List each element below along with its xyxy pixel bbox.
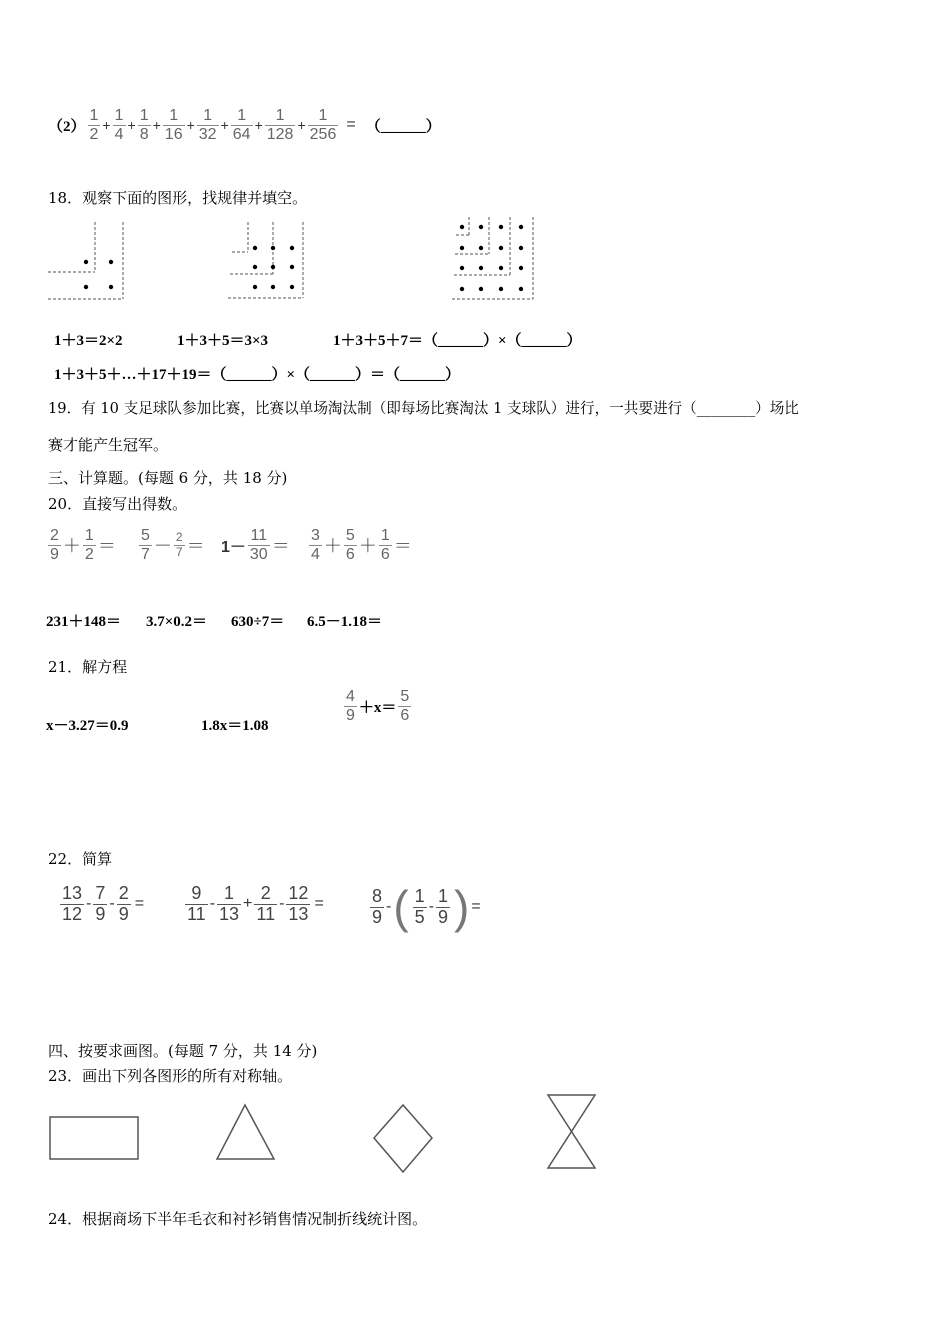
fraction: $\frac{1}{6}$: [380, 527, 390, 563]
numerator: 1: [237, 106, 247, 124]
denominator: 128: [266, 125, 294, 143]
plus-sign: ＋: [358, 536, 377, 557]
equals-sign: =: [134, 895, 145, 913]
rhombus-shape: [374, 1105, 432, 1172]
fraction: $\frac{5}{6}$: [400, 688, 410, 724]
shapes-row: [0, 1090, 950, 1180]
dot-pattern-figure-1: [48, 222, 128, 302]
numerator: 1: [275, 106, 285, 124]
q17-answer-blank: （______）: [365, 118, 441, 135]
q18-equation-4: 1＋3＋5＋…＋17＋19＝（______）×（______）＝（______）: [54, 367, 461, 383]
q20-expr-d: [307, 527, 412, 563]
q22-expr-2: [183, 884, 324, 925]
q18-equation-2: 1＋3＋5＝3×3: [177, 333, 269, 349]
fraction: [197, 107, 219, 143]
numerator: 1: [318, 106, 328, 124]
q18-equation-3: 1＋3＋5＋7＝（______）×（______）: [333, 333, 582, 349]
rectangle-shape: [50, 1117, 138, 1159]
section-3-title: 三、计算题。(每题 6 分，共 18 分): [48, 469, 288, 487]
minus-sign: －: [153, 536, 172, 557]
fraction: $\frac{7}{9}$: [95, 883, 106, 924]
left-paren: (: [393, 881, 409, 933]
equals-sign: ＝: [393, 536, 412, 557]
plus-sign: +: [102, 117, 111, 133]
fraction: $\frac{2}{9}$: [50, 527, 59, 563]
q20-calc-1: 231＋148＝: [46, 614, 122, 630]
plus-sign: +: [152, 117, 161, 133]
fraction: $\frac{2}{9}$: [118, 883, 129, 924]
fraction: $\frac{9}{11}$: [187, 883, 206, 924]
dot-pattern-figure-2: [228, 222, 308, 302]
plus-x-equals: ＋x＝: [358, 699, 397, 716]
plus-sign: ＋: [62, 536, 81, 557]
equals-sign: ＝: [271, 536, 290, 557]
equals-sign: ＝: [186, 536, 205, 557]
dot: [84, 260, 88, 264]
dot-pattern-figure-3: [452, 217, 537, 302]
minus-sign: -: [428, 898, 435, 915]
q20-calc-3: 630÷7＝: [231, 614, 285, 630]
fraction: $\frac{1}{2}$: [84, 527, 94, 563]
fraction: $\frac{4}{9}$: [346, 688, 355, 724]
q21-equation-2: 1.8x＝1.08: [201, 718, 269, 734]
fraction: $\frac{13}{12}$: [62, 883, 83, 924]
numerator: 1: [89, 106, 99, 124]
plus-sign: +: [186, 117, 195, 133]
fraction: [113, 107, 126, 143]
denominator: 256: [309, 125, 337, 143]
plus-sign: +: [243, 895, 253, 913]
denominator: 8: [139, 125, 149, 143]
plus-sign: ＋: [323, 536, 342, 557]
minus-sign: -: [86, 895, 92, 913]
triangle-shape: [217, 1105, 274, 1159]
dot: [109, 260, 113, 264]
denominator: 2: [89, 125, 99, 143]
dot: [84, 285, 88, 289]
numerator: 1: [139, 106, 149, 124]
fraction: $\frac{1}{13}$: [219, 883, 240, 924]
fraction: $\frac{2}{11}$: [256, 883, 276, 924]
minus-sign: -: [109, 895, 115, 913]
fraction: $\frac{3}{4}$: [311, 527, 320, 563]
denominator: 16: [164, 125, 183, 143]
fraction: $\frac{8}{9}$: [372, 885, 383, 927]
fraction: [265, 107, 296, 143]
q18-equation-1: 1＋3＝2×2: [54, 333, 123, 349]
q21-equation-3: [342, 688, 413, 724]
numerator: 1: [203, 106, 213, 124]
q17-fraction-sum: [86, 107, 341, 143]
q20-title: 20．直接写出得数。: [48, 495, 188, 513]
q22-expr-3: [368, 880, 481, 934]
q20-calc-4: 6.5－1.18＝: [307, 614, 383, 630]
fraction: $\frac{1}{5}$: [414, 885, 425, 927]
minus-sign: -: [279, 895, 285, 913]
hourglass-shape: [548, 1095, 595, 1168]
fraction: $\frac{5}{7}$: [141, 527, 150, 563]
right-paren: ): [454, 881, 470, 933]
one-minus: 1－: [221, 538, 246, 556]
q18-title: 18．观察下面的图形，找规律并填空。: [48, 189, 308, 207]
equals-sign: =: [314, 895, 324, 913]
q20-expr-b: [137, 527, 205, 563]
q17-equals: =: [346, 116, 356, 133]
q17-part2-label: （2）: [48, 118, 86, 135]
q21-title: 21．解方程: [48, 658, 128, 676]
q21-equation-1: x－3.27＝0.9: [46, 718, 129, 734]
section-4-title: 四、按要求画图。(每题 7 分，共 14 分): [48, 1042, 318, 1060]
q22-title: 22．简算: [48, 850, 113, 868]
fraction: [138, 107, 151, 143]
minus-sign: -: [386, 898, 392, 915]
minus-sign: -: [209, 895, 216, 913]
fraction: $\frac{12}{13}$: [288, 883, 309, 924]
q22-expr-1: [58, 884, 144, 925]
q23-title: 23．画出下列各图形的所有对称轴。: [48, 1067, 293, 1085]
denominator: 4: [114, 125, 124, 143]
plus-sign: +: [297, 117, 306, 133]
fraction: [231, 107, 253, 143]
numerator: 1: [169, 106, 179, 124]
numerator: 1: [114, 106, 124, 124]
equals-sign: =: [471, 898, 481, 915]
denominator: 32: [198, 125, 217, 143]
q20-expr-a: [46, 527, 116, 563]
q20-expr-c: [221, 527, 290, 563]
fraction: $\frac{2}{7}$: [175, 530, 183, 559]
plus-sign: +: [220, 117, 229, 133]
q19-line-1: 19．有 10 支足球队参加比赛，比赛以单场淘汰制（即每场比赛淘汰 1 支球队）进行，一共要进行（________）场比: [48, 400, 799, 417]
denominator: 64: [232, 125, 251, 143]
q24-title: 24．根据商场下半年毛衣和衬衫销售情况制折线统计图。: [48, 1210, 428, 1228]
fraction: $\frac{5}{6}$: [345, 527, 355, 563]
plus-sign: +: [254, 117, 263, 133]
fraction: [308, 107, 339, 143]
q19-line-2: 赛才能产生冠军。: [48, 436, 169, 454]
plus-sign: +: [127, 117, 136, 133]
fraction: $\frac{11}{30}$: [249, 527, 268, 563]
q20-calc-2: 3.7×0.2＝: [146, 614, 208, 630]
fraction: $\frac{1}{9}$: [438, 885, 449, 927]
dot: [109, 285, 113, 289]
q17-part2: [48, 100, 441, 150]
equals-sign: ＝: [97, 536, 116, 557]
fraction: [163, 107, 185, 143]
fraction: [88, 107, 101, 143]
